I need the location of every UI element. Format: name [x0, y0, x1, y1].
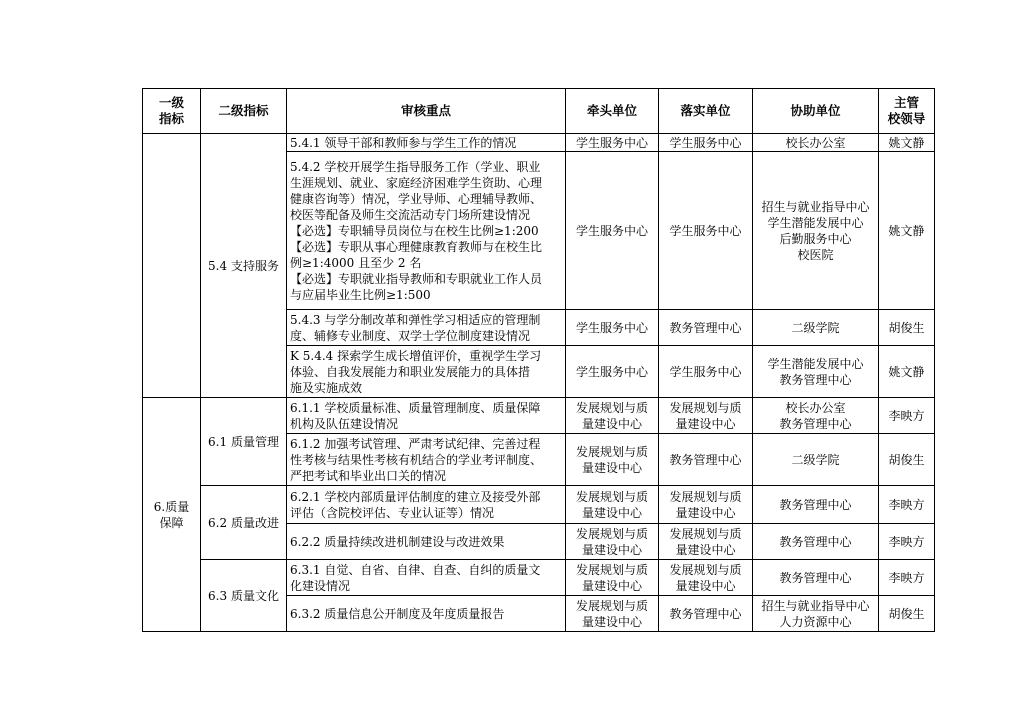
- leader-cell: 李映方: [879, 398, 935, 434]
- implement-cell: 发展规划与质 量建设中心: [659, 560, 753, 596]
- leader-cell: 姚文静: [879, 134, 935, 152]
- implement-cell: 学生服务中心: [659, 152, 753, 310]
- table-row: [143, 486, 935, 524]
- focus-cell: 6.3.1 自觉、自省、自律、自查、自纠的质量文 化建设情况: [287, 560, 566, 596]
- level2-cell: 6.1 质量管理: [201, 398, 287, 486]
- leader-cell: 胡俊生: [879, 596, 935, 632]
- focus-cell: 6.2.2 质量持续改进机制建设与改进效果: [287, 524, 566, 560]
- col-header-focus: 审核重点: [287, 89, 566, 134]
- leader-cell: 李映方: [879, 486, 935, 524]
- lead-cell: 发展规划与质 量建设中心: [566, 486, 659, 524]
- focus-cell: 5.4.3 与学分制改革和弹性学习相适应的管理制 度、辅修专业制度、双学士学位制度建设情况: [287, 310, 566, 346]
- col-header-lead: 牵头单位: [566, 89, 659, 134]
- focus-cell: 5.4.2 学校开展学生指导服务工作（学业、职业 生涯规划、就业、家庭经济困难学生资助、心理 健康咨询等）情况，学业导师、心理辅导教师、 校医等配备及师生交流活动专门场所建设情况 【必选】专职辅导员岗位与在校生比例≥1:200 【必选】专职从事心理健康教育教师与在校生比 例≥1:4000 且至少 2 名 【必选】专职就业指导教师和专职就业工作人员 与应届毕业生比例≥1:500: [287, 152, 566, 310]
- leader-cell: 姚文静: [879, 346, 935, 398]
- level2-cell: 6.2 质量改进: [201, 486, 287, 560]
- focus-cell: K 5.4.4 探索学生成长增值评价，重视学生学习 体验、自我发展能力和职业发展能力的具体措 施及实施成效: [287, 346, 566, 398]
- col-header-level1: 一级 指标: [143, 89, 201, 134]
- lead-cell: 学生服务中心: [566, 152, 659, 310]
- lead-cell: 学生服务中心: [566, 346, 659, 398]
- leader-cell: 姚文静: [879, 152, 935, 310]
- focus-cell: 6.1.2 加强考试管理、严肃考试纪律、完善过程 性考核与结果性考核有机结合的学业考评制度、 严把考试和毕业出口关的情况: [287, 434, 566, 486]
- leader-cell: 李映方: [879, 524, 935, 560]
- lead-cell: 发展规划与质 量建设中心: [566, 434, 659, 486]
- table-row: [143, 398, 935, 434]
- assist-cell: 二级学院: [753, 434, 879, 486]
- audit-table: [142, 88, 935, 632]
- leader-cell: 胡俊生: [879, 310, 935, 346]
- assist-cell: 招生与就业指导中心 学生潜能发展中心 后勤服务中心 校医院: [753, 152, 879, 310]
- lead-cell: 学生服务中心: [566, 134, 659, 152]
- assist-cell: 二级学院: [753, 310, 879, 346]
- implement-cell: 教务管理中心: [659, 310, 753, 346]
- level2-cell: 6.3 质量文化: [201, 560, 287, 632]
- implement-cell: 学生服务中心: [659, 134, 753, 152]
- focus-cell: 6.3.2 质量信息公开制度及年度质量报告: [287, 596, 566, 632]
- focus-cell: 5.4.1 领导干部和教师参与学生工作的情况: [287, 134, 566, 152]
- header-row: [143, 89, 935, 134]
- table-row: [143, 134, 935, 152]
- implement-cell: 教务管理中心: [659, 434, 753, 486]
- lead-cell: 发展规划与质 量建设中心: [566, 398, 659, 434]
- table-row: [143, 560, 935, 596]
- implement-cell: 发展规划与质 量建设中心: [659, 486, 753, 524]
- assist-cell: 校长办公室: [753, 134, 879, 152]
- assist-cell: 学生潜能发展中心 教务管理中心: [753, 346, 879, 398]
- implement-cell: 学生服务中心: [659, 346, 753, 398]
- col-header-leader: 主管 校领导: [879, 89, 935, 134]
- implement-cell: 发展规划与质 量建设中心: [659, 398, 753, 434]
- lead-cell: 学生服务中心: [566, 310, 659, 346]
- assist-cell: 教务管理中心: [753, 560, 879, 596]
- level1-cell-empty: [143, 134, 201, 398]
- assist-cell: 招生与就业指导中心 人力资源中心: [753, 596, 879, 632]
- lead-cell: 发展规划与质 量建设中心: [566, 596, 659, 632]
- leader-cell: 李映方: [879, 560, 935, 596]
- assist-cell: 教务管理中心: [753, 486, 879, 524]
- lead-cell: 发展规划与质 量建设中心: [566, 524, 659, 560]
- assist-cell: 教务管理中心: [753, 524, 879, 560]
- col-header-level2: 二级指标: [201, 89, 287, 134]
- implement-cell: 发展规划与质 量建设中心: [659, 524, 753, 560]
- col-header-assist: 协助单位: [753, 89, 879, 134]
- col-header-implement: 落实单位: [659, 89, 753, 134]
- leader-cell: 胡俊生: [879, 434, 935, 486]
- focus-cell: 6.1.1 学校质量标准、质量管理制度、质量保障 机构及队伍建设情况: [287, 398, 566, 434]
- implement-cell: 教务管理中心: [659, 596, 753, 632]
- focus-cell: 6.2.1 学校内部质量评估制度的建立及接受外部 评估（含院校评估、专业认证等）情况: [287, 486, 566, 524]
- assist-cell: 校长办公室 教务管理中心: [753, 398, 879, 434]
- level1-cell: 6.质量 保障: [143, 398, 201, 632]
- level2-cell: 5.4 支持服务: [201, 134, 287, 398]
- lead-cell: 发展规划与质 量建设中心: [566, 560, 659, 596]
